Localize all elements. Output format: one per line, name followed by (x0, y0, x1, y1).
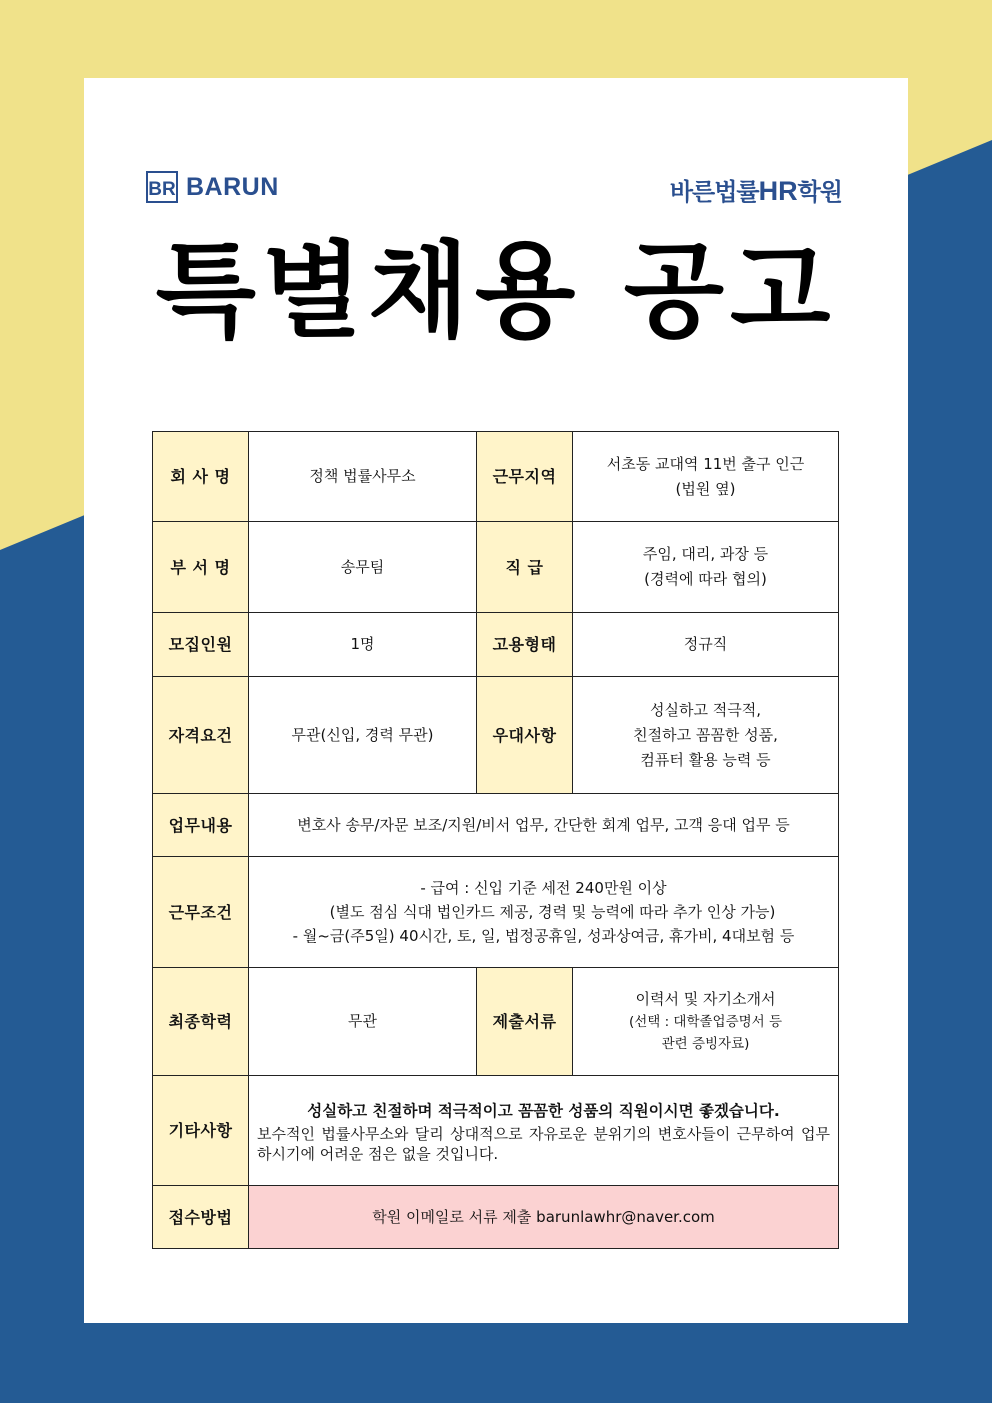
academy-name-prefix: 바른법률 (669, 178, 759, 206)
academy-name (670, 172, 842, 207)
location-line2: (법원 옆) (675, 479, 736, 498)
logo-mark-text: BR (148, 179, 176, 200)
table-row (153, 432, 839, 522)
location-line1: 서초동 교대역 11번 출구 인근 (606, 454, 805, 473)
location-value (573, 432, 839, 522)
documents-line2: (선택 : 대학졸업증명서 등 (628, 1013, 783, 1030)
conditions-label: 근무조건 (153, 857, 249, 968)
documents-label: 제출서류 (477, 968, 573, 1076)
preference-value (573, 677, 839, 794)
etc-text: 보수적인 법률사무소와 달리 상대적으로 자유로운 분위기의 변호사들이 근무하여 업무하시기에 어려운 점은 없을 것입니다. (257, 1124, 830, 1163)
recruit-value: 1명 (249, 613, 477, 677)
br-logo-icon (146, 171, 178, 203)
department-value: 송무팀 (249, 522, 477, 613)
table-row (153, 522, 839, 613)
table-row (153, 857, 839, 968)
barun-logo (146, 171, 279, 203)
conditions-line2: (별도 점심 식대 법인카드 제공, 경력 및 능력에 따라 추가 인상 가능) (329, 903, 776, 921)
table-row (153, 1076, 839, 1186)
academy-name-hr: HR (758, 176, 798, 206)
duties-value: 변호사 송무/자문 보조/지원/비서 업무, 간단한 회계 업무, 고객 응대 업무 등 (249, 794, 839, 857)
employment-value: 정규직 (573, 613, 839, 677)
job-info-table (152, 431, 839, 1249)
page-title: 특별채용 공고 (155, 230, 837, 352)
rank-label: 직 급 (477, 522, 573, 613)
poster-card (84, 78, 908, 1323)
education-value: 무관 (249, 968, 477, 1076)
preference-label: 우대사항 (477, 677, 573, 794)
preference-line3: 컴퓨터 활용 능력 등 (640, 750, 771, 769)
apply-label: 접수방법 (153, 1186, 249, 1249)
table-row (153, 1186, 839, 1249)
conditions-line3: - 월~금(주5일) 40시간, 토, 일, 법정공휴일, 성과상여금, 휴가비, 4대보험 등 (292, 927, 795, 945)
company-value: 정책 법률사무소 (249, 432, 477, 522)
recruit-label: 모집인원 (153, 613, 249, 677)
duties-label: 업무내용 (153, 794, 249, 857)
academy-name-suffix: 학원 (797, 178, 842, 206)
conditions-value (249, 857, 839, 968)
apply-value: 학원 이메일로 서류 제출 barunlawhr@naver.com (249, 1186, 839, 1249)
qualification-value: 무관(신입, 경력 무관) (249, 677, 477, 794)
department-label: 부 서 명 (153, 522, 249, 613)
conditions-line1: - 급여 : 신입 기준 세전 240만원 이상 (420, 879, 667, 897)
rank-line1: 주임, 대리, 과장 등 (642, 545, 769, 563)
employment-label: 고용형태 (477, 613, 573, 677)
table-row (153, 968, 839, 1076)
table-row (153, 794, 839, 857)
company-label: 회 사 명 (153, 432, 249, 522)
etc-value (249, 1076, 839, 1186)
rank-line2: (경력에 따라 협의) (644, 570, 767, 588)
logo-text: BARUN (186, 172, 279, 201)
documents-line3: 관련 증빙자료) (661, 1035, 750, 1052)
table-row (153, 613, 839, 677)
qualification-label: 자격요건 (153, 677, 249, 794)
etc-label: 기타사항 (153, 1076, 249, 1186)
table-row (153, 677, 839, 794)
preference-line1: 성실하고 적극적, (650, 700, 761, 719)
preference-line2: 친절하고 꼼꼼한 성품, (633, 725, 778, 744)
location-label: 근무지역 (477, 432, 573, 522)
documents-value (573, 968, 839, 1076)
etc-bold-text: 성실하고 친절하며 적극적이고 꼼꼼한 성품의 직원이시면 좋겠습니다. (307, 1101, 780, 1120)
rank-value (573, 522, 839, 613)
education-label: 최종학력 (153, 968, 249, 1076)
documents-line1: 이력서 및 자기소개서 (635, 989, 776, 1008)
